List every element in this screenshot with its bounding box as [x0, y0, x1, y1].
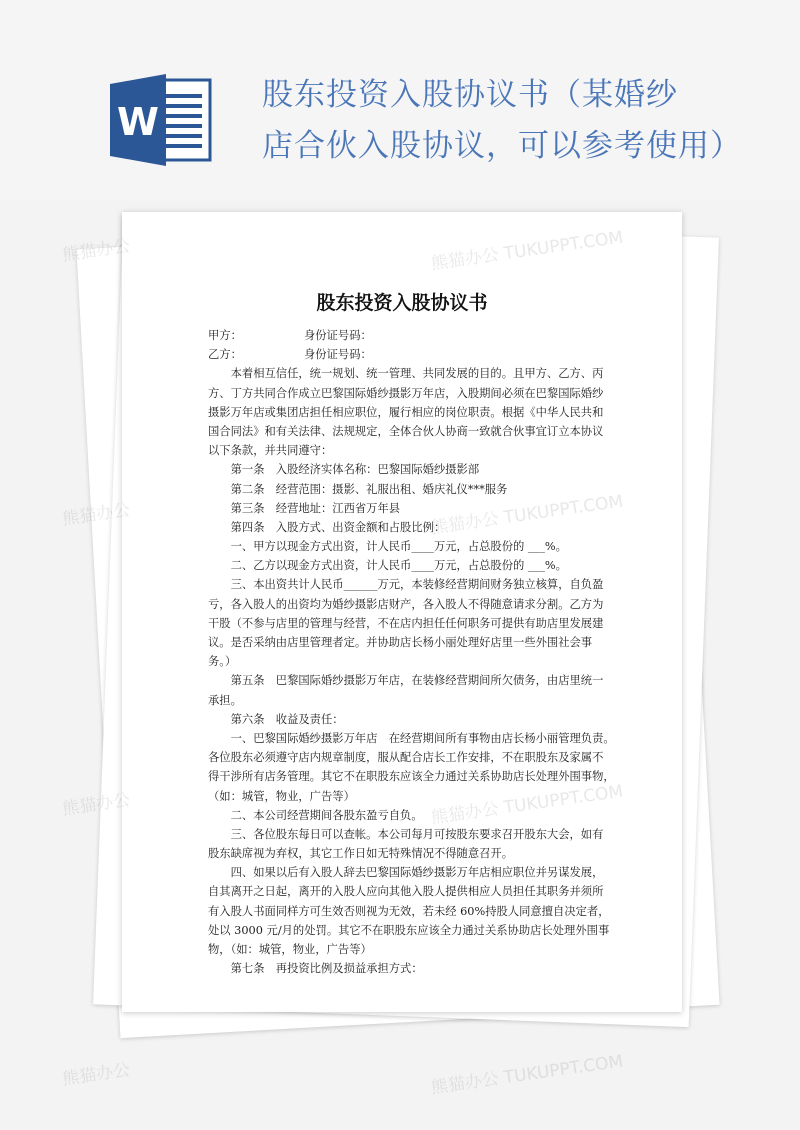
- document-line: 一、巴黎国际婚纱摄影万年店 在经营期间所有事物由店长杨小丽管理负责。: [208, 731, 615, 745]
- document-line: 三、各位股东每日可以查帐。本公司每月可按股东要求召开股东大会，如有: [208, 827, 604, 841]
- document-line: 股东缺席视为弃权，其它工作日如无特殊情况不得随意召开。: [208, 847, 514, 861]
- document-body: [208, 326, 616, 978]
- page-title-line-2: 店合伙入股协议，可以参考使用）: [262, 128, 742, 164]
- document-title: 股东投资入股协议书: [316, 292, 488, 314]
- document-line: 方、丁方共同合作成立巴黎国际婚纱摄影万年店，入股期间必须在巴黎国际婚纱: [208, 386, 604, 400]
- document-line: 务。）: [208, 655, 237, 669]
- page-title-line-1: 股东投资入股协议书（某婚纱: [262, 77, 678, 113]
- word-document-icon: [108, 72, 212, 168]
- document-line: 国合同法》和有关法律、法规规定，全体合伙人协商一致就合伙事宜订立本协议: [208, 424, 604, 438]
- document-line: 第一条 入股经济实体名称：巴黎国际婚纱摄影部: [208, 463, 480, 477]
- document-line: 处以 3000 元/月的处罚。其它不在职股东应该全力通过关系协助店长处理外围事: [208, 923, 610, 937]
- document-line: 各位股东必须遵守店内规章制度，服从配合店长工作安排，不在职股东及家属不: [208, 751, 604, 765]
- document-line: 自其离开之日起，离开的入股人应向其他入股人提供相应人员担任其职务并须所: [208, 885, 604, 899]
- document-line: 第三条 经营地址：江西省万年县: [208, 501, 401, 515]
- document-line: 三、本出资共计人民币______万元，本装修经营期间财务独立核算，自负盈: [208, 578, 604, 592]
- document-line: 四、如果以后有入股人辞去巴黎国际婚纱摄影万年店相应职位并另谋发展，: [208, 866, 604, 880]
- page-title: [262, 70, 782, 172]
- document-line: 二、乙方以现金方式出资，计人民币____万元，占总股份的 ___%。: [208, 559, 567, 573]
- document-line: 承担。: [208, 693, 242, 707]
- word-logo-letter: W: [117, 100, 159, 144]
- document-line: 第二条 经营范围：摄影、礼服出租、婚庆礼仪***服务: [208, 482, 508, 496]
- document-line: 以下条款，并共同遵守：: [208, 444, 333, 458]
- id-number-label: 身份证号码：: [304, 329, 372, 342]
- watermark: 熊猫办公 TUKUPPT.COM: [429, 781, 625, 829]
- document-line: 第六条 收益及责任：: [208, 712, 344, 726]
- watermark: 熊猫办公: [61, 1060, 132, 1090]
- document-line: （如：城管，物业，广告等）: [208, 789, 355, 803]
- document-line: 一、甲方以现金方式出资，计人民币____万元，占总股份的 ___%。: [208, 540, 567, 554]
- party-line-b: [208, 345, 616, 364]
- party-label: 乙方：: [208, 348, 242, 362]
- document-line: 物，（如：城管，物业，广告等）: [208, 943, 372, 956]
- party-label: 甲方：: [208, 329, 242, 342]
- watermark: 熊猫办公 TUKUPPT.COM: [429, 1051, 625, 1099]
- document-line: 有入股人书面同样方可生效否则视为无效，若未经 60%持股人同意擅自决定者，: [208, 904, 610, 918]
- watermark: 熊猫办公: [61, 790, 132, 820]
- document-line: 干股（不参与店里的管理与经营，不在店内担任任何职务可提供有助店里发展建: [208, 616, 604, 630]
- document-line: 本着相互信任，统一规划、统一管理、共同发展的目的。且甲方、乙方、丙: [208, 367, 604, 381]
- watermark: 熊猫办公: [61, 236, 132, 266]
- document-line: 得干涉所有店务管理。其它不在职股东应该全力通过关系协助店长处理外围事物，: [208, 770, 615, 784]
- watermark: 熊猫办公: [61, 500, 132, 530]
- document-line: 第七条 再投资比例及损益承担方式：: [208, 962, 423, 976]
- id-number-label: 身份证号码：: [304, 348, 372, 362]
- document-line: 摄影万年店或集团店担任相应职位，履行相应的岗位职责。根据《中华人民共和: [208, 405, 604, 419]
- document-line: 二、本公司经营期间各股东盈亏自负。: [208, 808, 423, 822]
- document-line: 议。是否采纳由店里管理者定。并协助店长杨小丽处理好店里一些外围社会事: [208, 636, 593, 649]
- document-line: 第四条 入股方式、出资金额和占股比例：: [208, 520, 446, 534]
- document-text-lines: [208, 364, 616, 978]
- document-line: 第五条 巴黎国际婚纱摄影万年店，在装修经营期间所欠债务，由店里统一: [208, 674, 604, 688]
- watermark: 熊猫办公 TUKUPPT.COM: [429, 491, 625, 539]
- document-page: [122, 212, 682, 1012]
- document-line: 亏，各入股人的出资均为婚纱摄影店财产，各入股人不得随意请求分割。乙方为: [208, 597, 604, 611]
- party-line-a: [208, 326, 616, 345]
- watermark: 熊猫办公 TUKUPPT.COM: [429, 227, 625, 275]
